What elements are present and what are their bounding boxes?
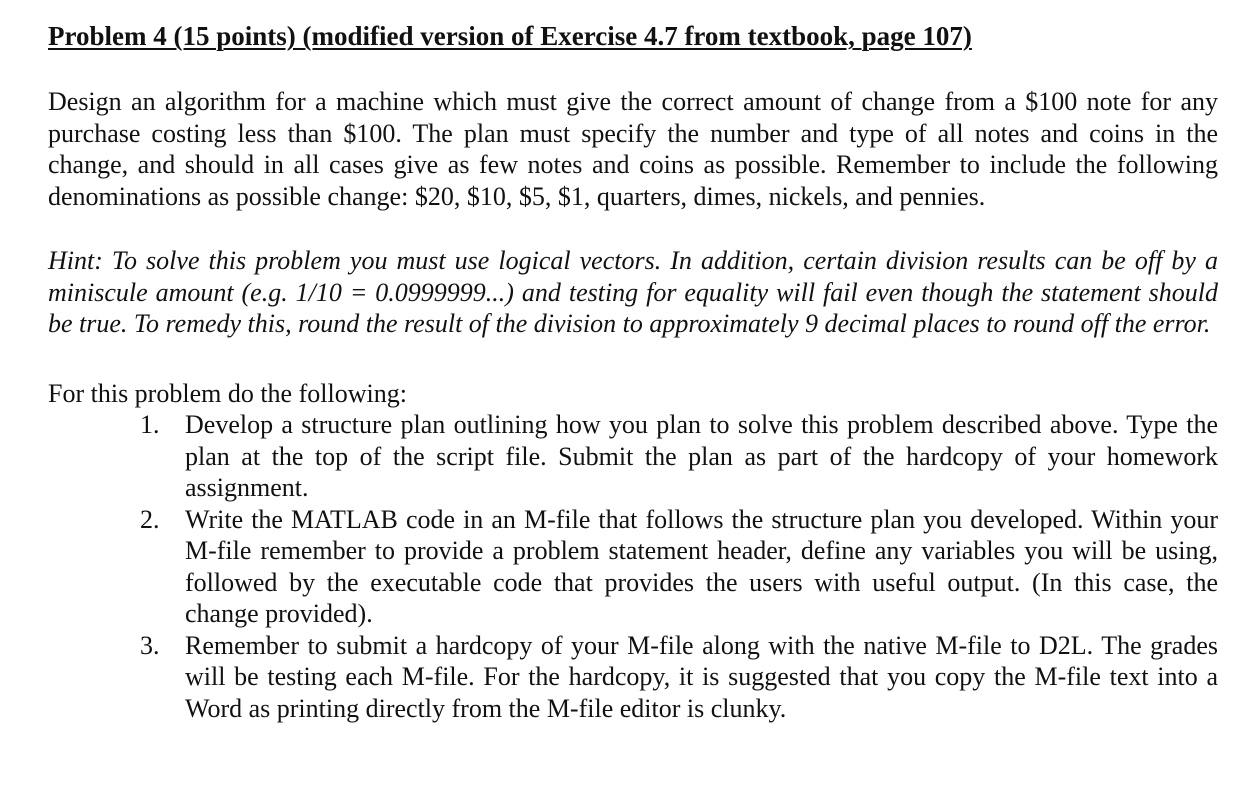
- task-number: 3.: [140, 630, 160, 660]
- document-page: [48, 18, 1218, 724]
- task-text: Write the MATLAB code in an M-file that follows the structure plan you developed. Within your M-file remember to provide a problem statement header, define any variables you will be using, followed by the executable code that provides the users with useful output. (In this case, the change provided).: [185, 504, 1218, 628]
- hint-paragraph: Hint: To solve this problem you must use logical vectors. In addition, certain division results can be off by a miniscule amount (e.g. 1/10 = 0.0999999...) and testing for equality will fail even though the statement should be true. To remedy this, round the result of the division to approximately 9 decimal places to round off the error.: [48, 246, 1218, 338]
- task-text: Develop a structure plan outlining how you plan to solve this problem described above. Type the plan at the top of the script file. Submit the plan as part of the hardcopy of your homework assignment.: [185, 410, 1218, 502]
- problem-title: Problem 4 (15 points) (modified version of Exercise 4.7 from textbook, page 107): [48, 21, 972, 51]
- task-item: [48, 409, 1218, 504]
- instructions-intro: For this problem do the following:: [48, 378, 407, 408]
- task-text: Remember to submit a hardcopy of your M-file along with the native M-file to D2L. The grades will be testing each M-file. For the hardcopy, it is suggested that you copy the M-file text into a Word as printing directly from the M-file editor is clunky.: [185, 630, 1218, 723]
- task-item: [48, 504, 1218, 630]
- task-number: 2.: [140, 504, 160, 534]
- task-list: [48, 409, 1218, 724]
- task-number: 1.: [140, 410, 160, 439]
- task-item: [48, 630, 1218, 725]
- problem-description: Design an algorithm for a machine which must give the correct amount of change from a $100 note for any purchase costing less than $100. The plan must specify the number and type of all notes and coins in the change, and should in all cases give as few notes and coins as possible. Remember to include the following denominations as possible change: $20, $10, $5, $1, quarters, dimes, nickels, and pennies.: [48, 87, 1218, 211]
